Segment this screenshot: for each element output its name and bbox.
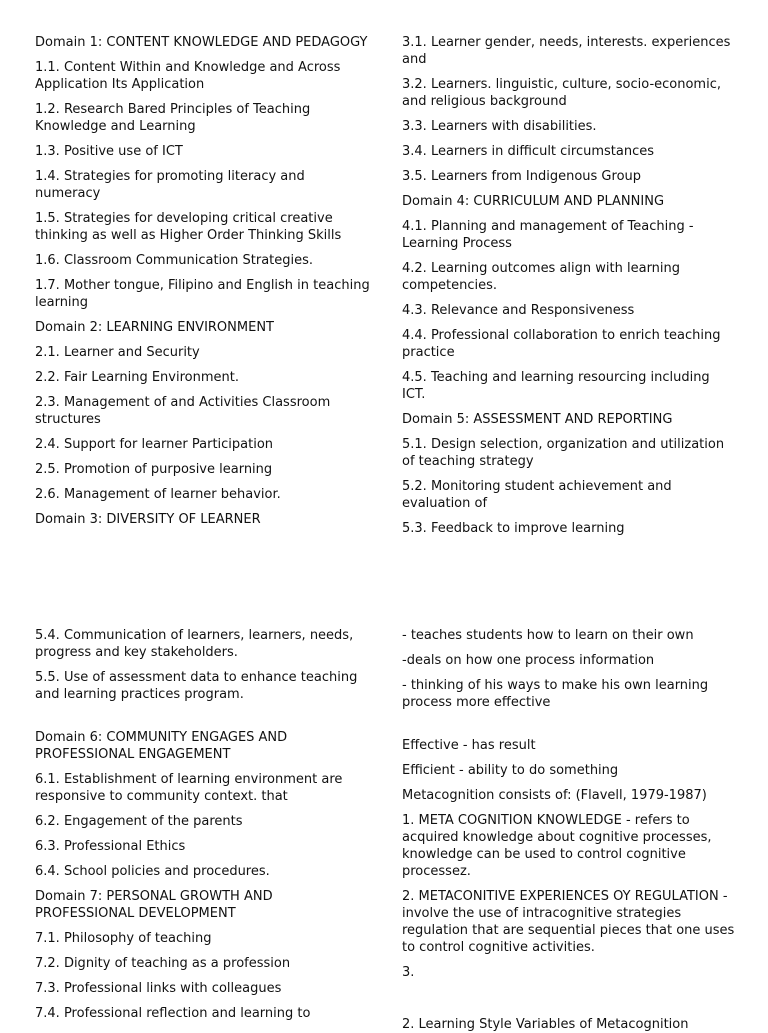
list-item: 1.7. Mother tongue, Filipino and English in teaching learning: [35, 278, 370, 310]
list-item: 2.6. Management of learner behavior.: [35, 487, 281, 502]
list-item: 3.: [402, 965, 415, 980]
list-item: 6.1. Establishment of learning environment are responsive to community context. that: [35, 772, 343, 804]
list-item: 2.1. Learner and Security: [35, 345, 200, 360]
list-item: 5.4. Communication of learners, learners, needs, progress and key stakeholders.: [35, 628, 354, 660]
list-item: 4.2. Learning outcomes align with learning competencies.: [402, 261, 681, 293]
list-item: 4.4. Professional collaboration to enrich teaching practice: [402, 328, 721, 360]
list-item: 2. METACONITIVE EXPERIENCES OY REGULATION - involve the use of intracognitive strategies regulation that are sequential pieces that one uses to control cognitive activities.: [402, 889, 735, 955]
list-item: 7.3. Professional links with colleagues: [35, 981, 282, 996]
list-item: -deals on how one process information: [402, 653, 655, 668]
list-item: 3.3. Learners with disabilities.: [402, 119, 597, 134]
list-item: 3.2. Learners. linguistic, culture, socio-economic, and religious background: [402, 77, 721, 109]
domain-5-heading: Domain 5: ASSESSMENT AND REPORTING: [402, 412, 673, 427]
list-item: - teaches students how to learn on their own: [402, 628, 694, 643]
list-item: 5.1. Design selection, organization and utilization of teaching strategy: [402, 437, 725, 469]
page1-left-column: [35, 34, 370, 536]
list-item: 6.3. Professional Ethics: [35, 839, 186, 854]
list-item: 1.2. Research Bared Principles of Teaching Knowledge and Learning: [35, 102, 311, 134]
domain-4-heading: Domain 4: CURRICULUM AND PLANNING: [402, 194, 665, 209]
list-item: 1.4. Strategies for promoting literacy and numeracy: [35, 169, 305, 201]
list-item: 1.6. Classroom Communication Strategies.: [35, 253, 314, 268]
list-item: 2.4. Support for learner Participation: [35, 437, 274, 452]
list-item: 5.5. Use of assessment data to enhance teaching and learning practices program.: [35, 670, 358, 702]
list-item: 1.3. Positive use of ICT: [35, 144, 183, 159]
list-item: 4.3. Relevance and Responsiveness: [402, 303, 635, 318]
page2-right-column: [402, 627, 737, 989]
list-item: 1. META COGNITION KNOWLEDGE - refers to acquired knowledge about cognitive processes, knowledge can be used to control cognitive processez.: [402, 813, 712, 879]
list-item: 3.4. Learners in difficult circumstances: [402, 144, 655, 159]
list-item: 4.1. Planning and management of Teaching - Learning Process: [402, 219, 694, 251]
page1-right-column: [402, 34, 737, 545]
list-item: - thinking of his ways to make his own learning process more effective: [402, 678, 709, 710]
list-item: 7.2. Dignity of teaching as a profession: [35, 956, 291, 971]
list-item: 2.5. Promotion of purposive learning: [35, 462, 273, 477]
list-item: Efficient - ability to do something: [402, 763, 619, 778]
domain-6-heading: Domain 6: COMMUNITY ENGAGES AND PROFESSIONAL ENGAGEMENT: [35, 730, 288, 762]
domain-3-heading: Domain 3: DIVERSITY OF LEARNER: [35, 512, 261, 527]
list-item: 7.1. Philosophy of teaching: [35, 931, 212, 946]
list-item: 1.1. Content Within and Knowledge and Across Application Its Application: [35, 60, 341, 92]
list-item: 1.5. Strategies for developing critical creative thinking as well as Higher Order Thinking Skills: [35, 211, 342, 243]
metacognition-heading: Metacognition consists of: (Flavell, 1979-1987): [402, 788, 707, 803]
list-item: 3.5. Learners from Indigenous Group: [402, 169, 642, 184]
list-item: 4.5. Teaching and learning resourcing including ICT.: [402, 370, 710, 402]
domain-2-heading: Domain 2: LEARNING ENVIRONMENT: [35, 320, 274, 335]
list-item: 6.2. Engagement of the parents: [35, 814, 243, 829]
list-item: 6.4. School policies and procedures.: [35, 864, 270, 879]
list-item: 7.4. Professional reflection and learning to: [35, 1006, 311, 1021]
list-item: 3.1. Learner gender, needs, interests. experiences and: [402, 35, 731, 67]
list-item: 5.3. Feedback to improve learning: [402, 521, 625, 536]
domain-7-heading: Domain 7: PERSONAL GROWTH AND PROFESSIONAL DEVELOPMENT: [35, 889, 273, 921]
list-item: Effective - has result: [402, 738, 536, 753]
list-item: 5.2. Monitoring student achievement and evaluation of: [402, 479, 672, 511]
domain-1-heading: Domain 1: CONTENT KNOWLEDGE AND PEDAGOGY: [35, 35, 368, 50]
cut-off-line: 2. Learning Style Variables of Metacognition: [402, 1017, 689, 1032]
list-item: 2.2. Fair Learning Environment.: [35, 370, 239, 385]
list-item: 2.3. Management of and Activities Classroom structures: [35, 395, 331, 427]
page2-left-column: [35, 627, 370, 1030]
